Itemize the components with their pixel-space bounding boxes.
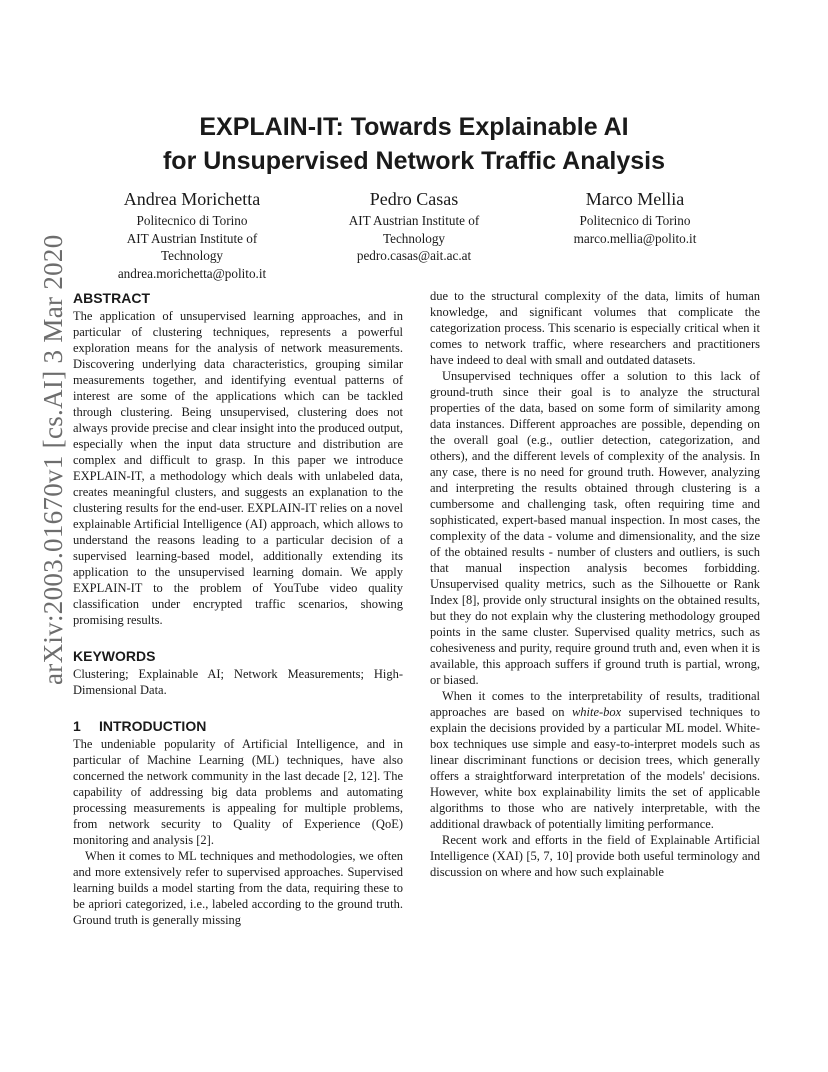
author-name: Andrea Morichetta — [123, 189, 261, 209]
title-line-1: EXPLAIN-IT: Towards Explainable AI — [199, 113, 629, 141]
section-number: 1 — [73, 718, 81, 734]
body-paragraph-4: Recent work and efforts in the field of Explainable Artificial Intelligence (XAI) [5, 7, 10] provide both useful terminology and discussion on where and how such explainable — [430, 833, 760, 879]
keywords-heading: KEYWORDS — [73, 648, 156, 664]
intro-paragraph-1: The undeniable popularity of Artificial Intelligence, and in particular of Machine Learning (ML) techniques, have also concerned the network community in the last decade [2, 12]. The capability of addressing big data problems and automating processing measurements is appealing for multiple problems, from network security to Quality of Experience (QoE) monitoring and analysis [2]. — [73, 737, 403, 847]
introduction-heading — [73, 716, 403, 736]
arxiv-identifier: arXiv:2003.01670v1 [cs.AI] 3 Mar 2020 — [38, 234, 68, 685]
author-affiliation: Politecnico di Torino — [579, 213, 691, 228]
body-paragraph-2: Unsupervised techniques offer a solution to this lack of ground-truth since their goal is to analyze the structural properties of the data, based on some form of similarity among data instances. Different approaches are possible, depending on the overall goal (e.g., outlier detection, categorization, and others), and the different levels of complexity of the analysis. In any case, there is no need for ground truth. However, analyzing and interpreting the results obtained through clustering is a cumbersome and challenging task, often requiring time and sophisticated, expert-based manual inspection. In most cases, the complexity of the data - volume and dimensionality, and the size of the obtained results - number of clusters and outliers, is such that manual inspection analysis becomes forbidding. Unsupervised quality metrics, such as the Silhouette or Rank Index [8], provide only structural insights on the obtained results, but they do not explain why the clustering methodology grouped points in the same cluster. Supervised quality metrics, such as cohesiveness and purity, require ground truth and, even when it is available, this approach suffers if ground truth is partial, wrong, or biased. — [430, 369, 760, 687]
author-name: Pedro Casas — [369, 189, 459, 209]
paper-title — [120, 110, 708, 178]
author-block-3 — [540, 187, 730, 247]
author-email[interactable]: andrea.morichetta@polito.it — [117, 265, 267, 281]
author-block-2 — [323, 187, 505, 265]
author-affiliation: AIT Austrian Institute of — [126, 230, 258, 246]
author-affiliation: Technology — [160, 248, 224, 263]
author-block-1 — [97, 187, 287, 282]
intro-paragraph-2: When it comes to ML techniques and methodologies, we often and more extensively refer to supervised approaches. Supervised learning builds a model starting from the data, requiring these to be apriori categorized, i.e., labeled according to the ground truth. Ground truth is generally missing — [73, 849, 403, 927]
author-email[interactable]: marco.mellia@polito.it — [573, 230, 697, 246]
body-paragraph-1: due to the structural complexity of the data, limits of human knowledge, and significant volumes that complicate the categorization process. This scenario is especially critical when it comes to network traffic, where researchers and practitioners have indeed to deal with small and outdated datasets. — [430, 289, 760, 367]
title-line-2: for Unsupervised Network Traffic Analysis — [162, 147, 665, 175]
body-paragraph-3: When it comes to the interpretability of results, traditional approaches are based on white-box supervised techniques to explain the decisions provided by a particular ML model. White-box techniques use simple and easy-to-interpret models such as linear discriminant functions or decision trees, which generally offers a straightforward interpretation of the models' decisions. However, white box explainability limits the set of applicable algorithms to those who are natively interpretable, with the additional drawback of potentially limiting performance. — [430, 689, 760, 831]
section-title: INTRODUCTION — [99, 718, 207, 734]
keywords-text: Clustering; Explainable AI; Network Measurements; High-Dimensional Data. — [73, 667, 403, 697]
author-affiliation: Politecnico di Torino — [136, 213, 248, 228]
author-affiliation: AIT Austrian Institute of — [348, 213, 480, 228]
author-name: Marco Mellia — [585, 189, 685, 209]
left-column — [73, 288, 403, 928]
abstract-text: The application of unsupervised learning approaches, and in particular of clustering techniques, represents a powerful exploration means for the analysis of network measurements. Discovering underlying data characteristics, grouping similar measurements together, and identifying eventual patterns of interest are some of the applications which can be tackled through clustering. Being unsupervised, clustering does not always provide precise and clear insight into the produced output, especially when the input data structure and distribution are complex and difficult to grasp. In this paper we introduce EXPLAIN-IT, a methodology which deals with unlabeled data, creates meaningful clusters, and suggests an explanation to the clustering results for the end-user. EXPLAIN-IT relies on a novel explainable Artificial Intelligence (AI) approach, which allows to understand the reasons leading to a particular decision of a supervised learning-based model, additionally extending its application to the unsupervised learning domain. We apply EXPLAIN-IT to the problem of YouTube video quality classification under encrypted traffic scenarios, showing promising results. — [73, 309, 403, 627]
author-email[interactable]: pedro.casas@ait.ac.at — [356, 248, 472, 263]
author-affiliation: Technology — [382, 230, 446, 246]
emphasis-white-box: white-box — [571, 705, 622, 719]
right-column — [430, 288, 760, 880]
abstract-heading: ABSTRACT — [73, 290, 150, 306]
